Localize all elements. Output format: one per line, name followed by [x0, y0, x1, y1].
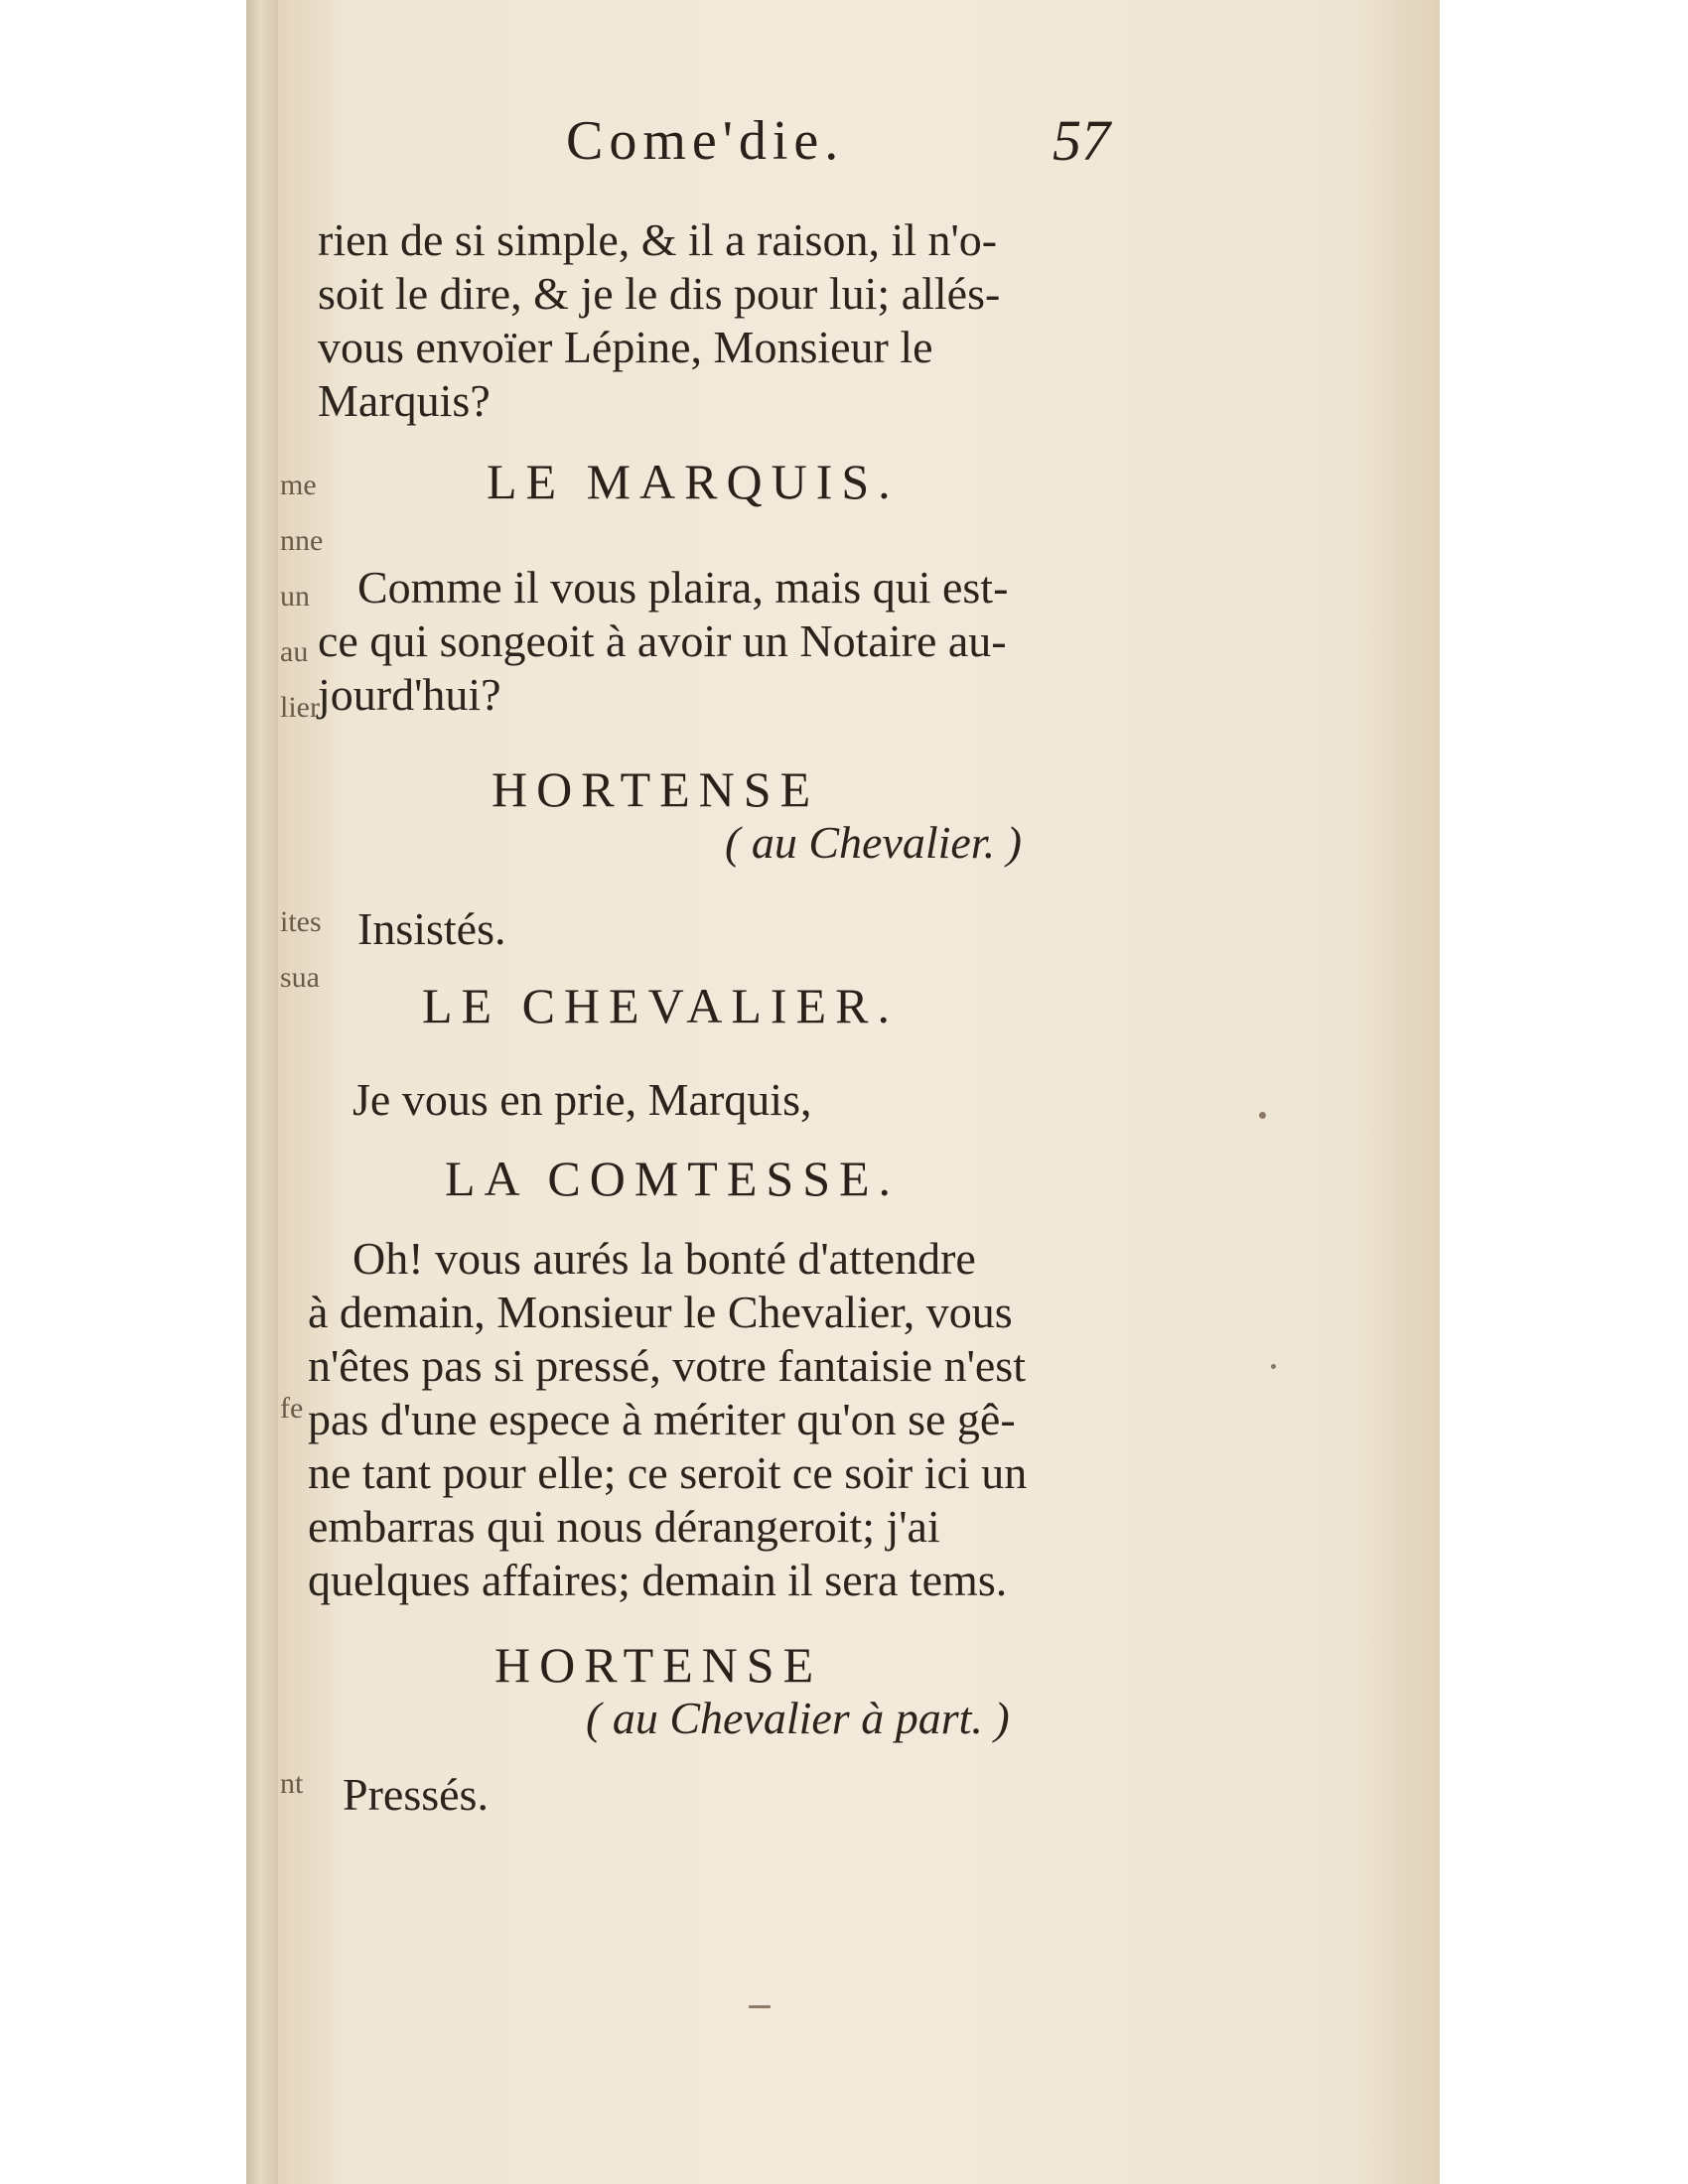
text-line: embarras qui nous dérangeroit; j'ai — [308, 1501, 940, 1552]
bleed-fragment: fe — [280, 1392, 304, 1425]
speaker-heading: LE CHEVALIER. — [422, 978, 899, 1033]
speaker-heading: HORTENSE — [492, 761, 820, 817]
bleed-fragment: nne — [280, 524, 324, 557]
text-line: jourd'hui? — [318, 669, 501, 720]
bleed-fragment: nt — [280, 1767, 304, 1800]
running-header: Come'die. — [566, 110, 845, 172]
text-line: ne tant pour elle; ce seroit ce soir ici un — [308, 1447, 1028, 1498]
text-line: rien de si simple, & il a raison, il n'o- — [318, 214, 998, 265]
speaker-heading: HORTENSE — [494, 1637, 823, 1693]
text-line: à demain, Monsieur le Chevalier, vous — [308, 1287, 1013, 1337]
text-line: Marquis? — [318, 375, 491, 426]
text-line: vous envoïer Lépine, Monsieur le — [318, 322, 933, 372]
bleed-fragment: lier — [280, 691, 320, 724]
text-line: Insistés. — [357, 903, 506, 954]
speaker-heading: LE MARQUIS. — [487, 454, 900, 509]
text-line: Oh! vous aurés la bonté d'attendre — [352, 1233, 976, 1284]
bleed-fragment: au — [280, 635, 309, 668]
bleed-fragment: ites — [280, 905, 322, 938]
page-number: 57 — [1053, 108, 1110, 173]
book-page — [278, 0, 1440, 2184]
text-line: quelques affaires; demain il sera tems. — [308, 1555, 1008, 1605]
stage-direction: ( au Chevalier à part. ) — [586, 1693, 1010, 1743]
text-line: Pressés. — [343, 1769, 489, 1820]
paper-speck — [749, 2005, 771, 2008]
speaker-heading: LA COMTESSE. — [445, 1151, 901, 1206]
text-line: ce qui songeoit à avoir un Notaire au- — [318, 615, 1007, 666]
text-line: Je vous en prie, Marquis, — [352, 1074, 812, 1125]
bleed-fragment: sua — [280, 961, 320, 994]
stage-direction: ( au Chevalier. ) — [725, 817, 1022, 868]
bleed-fragment: me — [280, 469, 317, 501]
text-line: pas d'une espece à mériter qu'on se gê- — [308, 1394, 1016, 1444]
bleed-fragment: un — [280, 580, 310, 613]
paper-speck — [1271, 1364, 1276, 1369]
text-line: soit le dire, & je le dis pour lui; allés- — [318, 268, 1001, 319]
paper-speck — [1259, 1112, 1266, 1119]
adjacent-leaf-edge — [246, 0, 278, 2184]
text-line: Comme il vous plaira, mais qui est- — [357, 562, 1009, 613]
text-line: n'êtes pas si pressé, votre fantaisie n'est — [308, 1340, 1026, 1391]
